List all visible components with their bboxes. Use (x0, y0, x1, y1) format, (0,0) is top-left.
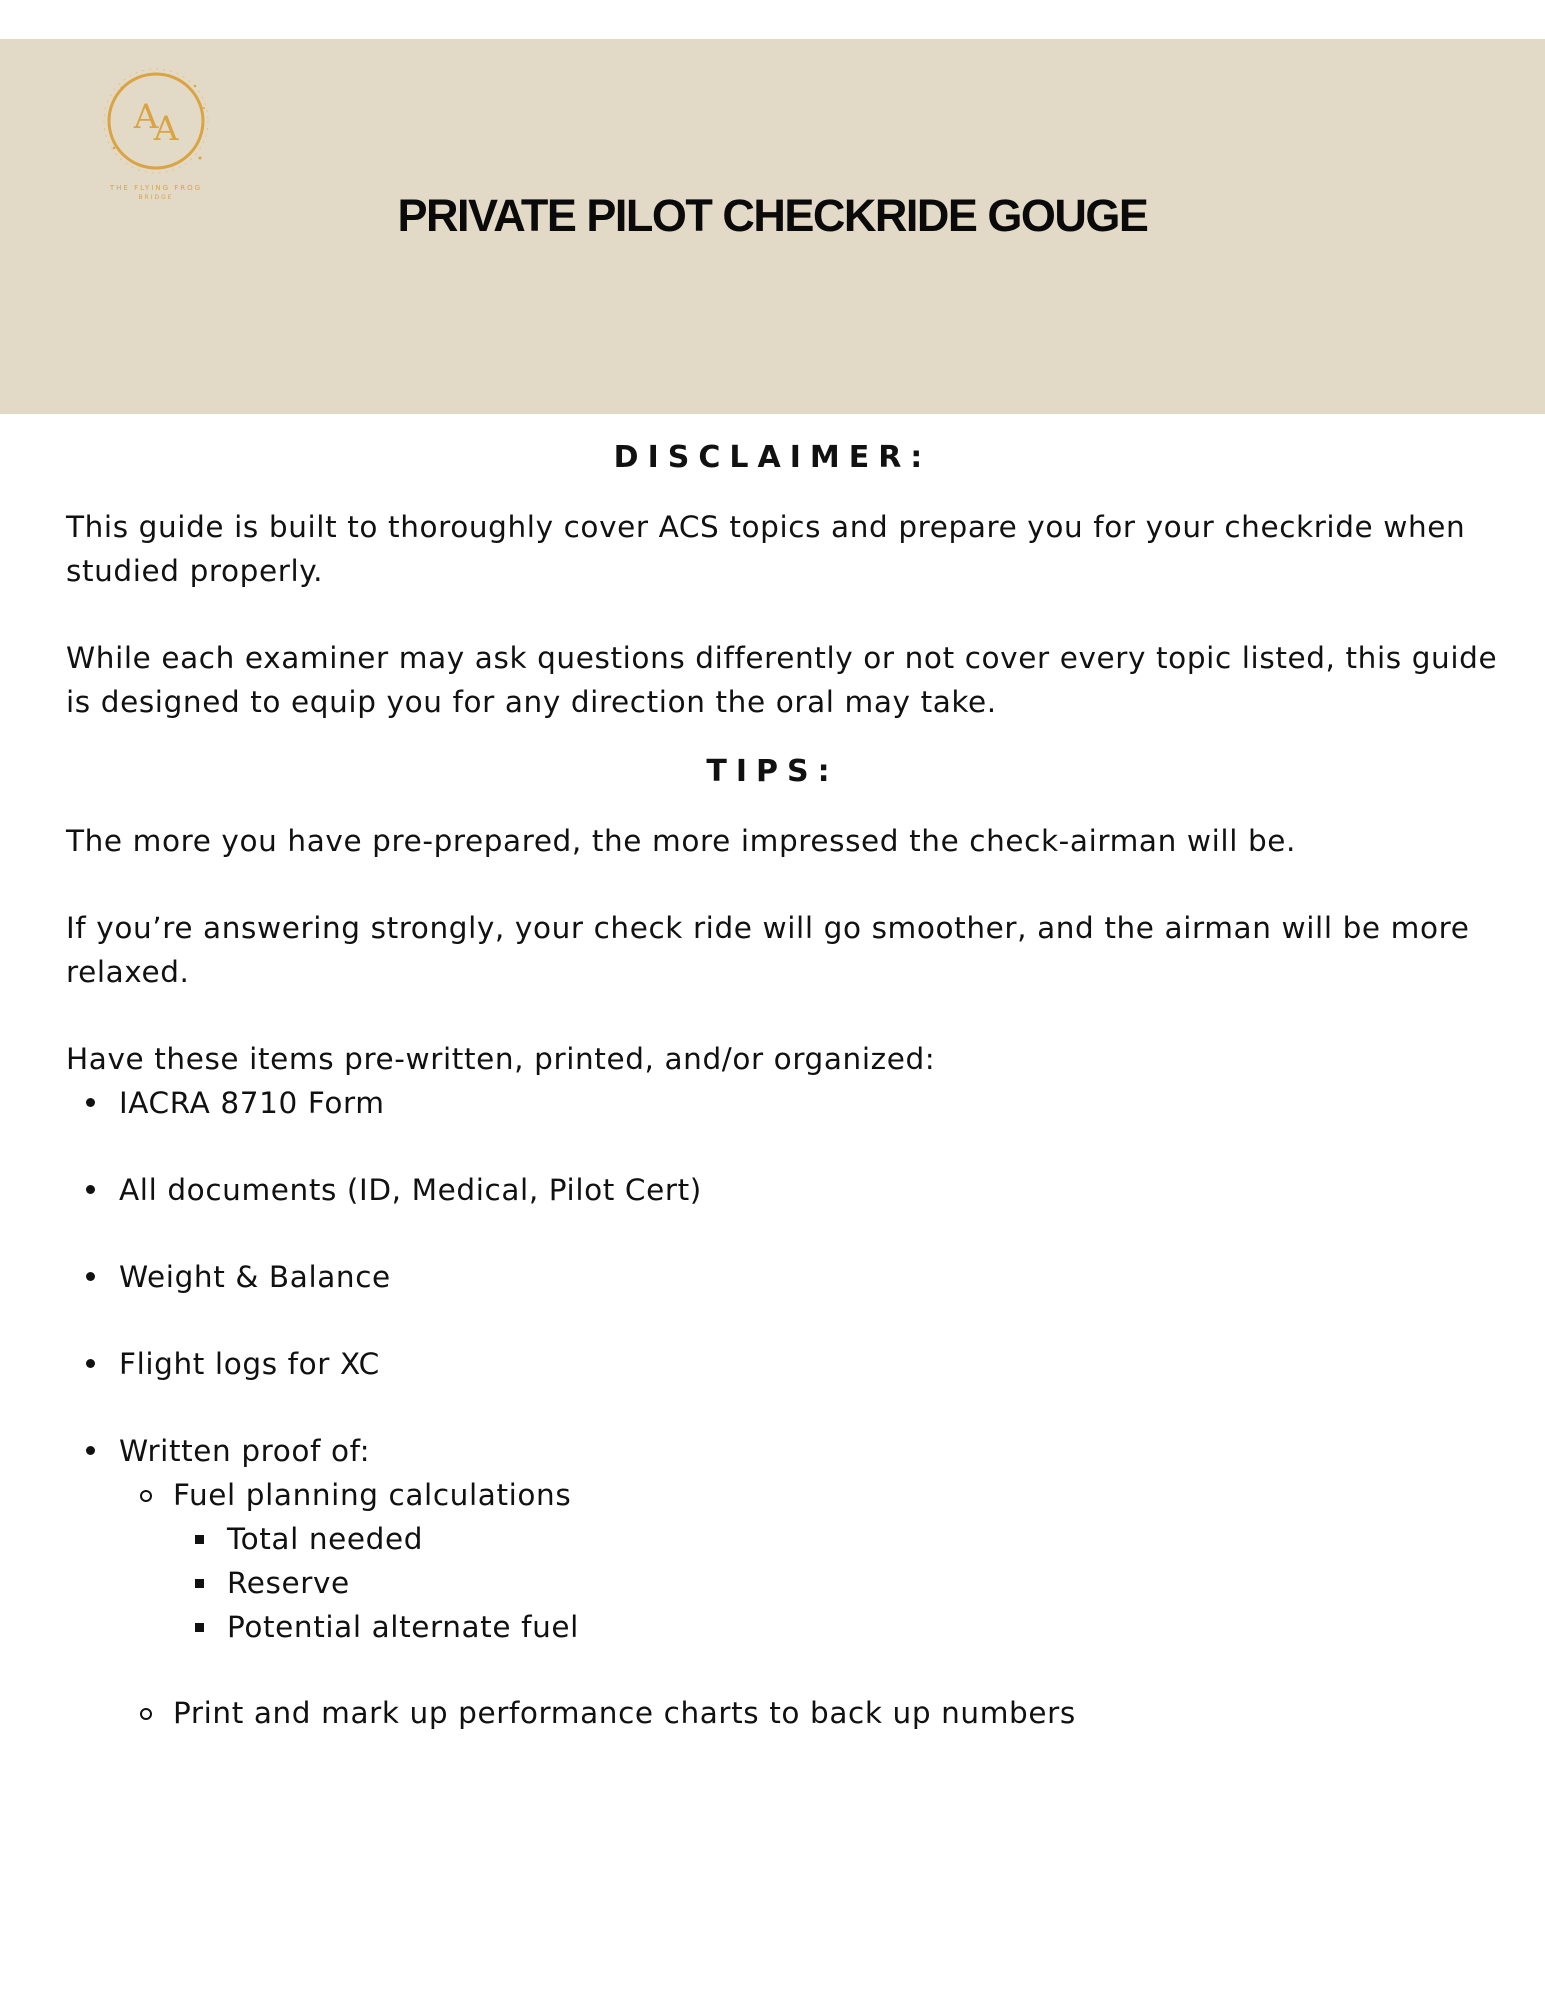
bullet-marker (86, 1098, 95, 1107)
brand-logo (100, 68, 218, 203)
list-item-written-proof: Written proof of: (119, 1434, 371, 1468)
bullet-marker (86, 1446, 95, 1455)
list-item-iacra: IACRA 8710 Form (119, 1086, 385, 1120)
bullet-marker (86, 1359, 95, 1368)
disclaimer-paragraph-1: This guide is built to thoroughly cover ACS topics and prepare you for your checkride when studied properly. (66, 510, 1466, 588)
sub-sub-item-reserve: Reserve (227, 1566, 350, 1600)
sub-item-performance-charts: Print and mark up performance charts to back up numbers (173, 1696, 1076, 1730)
sub-bullet-marker (140, 1490, 152, 1502)
sub-sub-item-total-needed: Total needed (227, 1522, 424, 1556)
bullet-marker (86, 1272, 95, 1281)
tips-heading: TIPS: (706, 754, 839, 789)
svg-text:A: A (153, 109, 179, 149)
disclaimer-heading: DISCLAIMER: (613, 440, 932, 475)
svg-text:BRIDGE: BRIDGE (138, 194, 174, 201)
sub-sub-bullet-marker (195, 1579, 204, 1588)
page-title: PRIVATE PILOT CHECKRIDE GOUGE (397, 190, 1148, 241)
sub-bullet-marker (140, 1708, 152, 1720)
sub-item-fuel-planning: Fuel planning calculations (173, 1478, 572, 1512)
bullet-marker (86, 1185, 95, 1194)
tips-list-intro: Have these items pre-written, printed, and/or organized: (66, 1042, 936, 1076)
svg-text:THE FLYING FROG: THE FLYING FROG (109, 184, 203, 192)
list-item-flight-logs: Flight logs for XC (119, 1347, 380, 1381)
list-item-documents: All documents (ID, Medical, Pilot Cert) (119, 1173, 702, 1207)
sub-sub-bullet-marker (195, 1535, 204, 1544)
tips-paragraph-1: The more you have pre-prepared, the more impressed the check-airman will be. (66, 824, 1297, 858)
list-item-weight-balance: Weight & Balance (119, 1260, 391, 1294)
sub-sub-bullet-marker (195, 1623, 204, 1632)
disclaimer-paragraph-2: While each examiner may ask questions differently or not cover every topic listed, this guide is designed to equip you for any direction the oral may take. (66, 641, 1498, 719)
tips-paragraph-2: If you’re answering strongly, your check ride will go smoother, and the airman will be more relaxed. (66, 911, 1470, 989)
svg-text:A: A (133, 97, 159, 137)
sub-sub-item-alternate-fuel: Potential alternate fuel (227, 1610, 579, 1644)
